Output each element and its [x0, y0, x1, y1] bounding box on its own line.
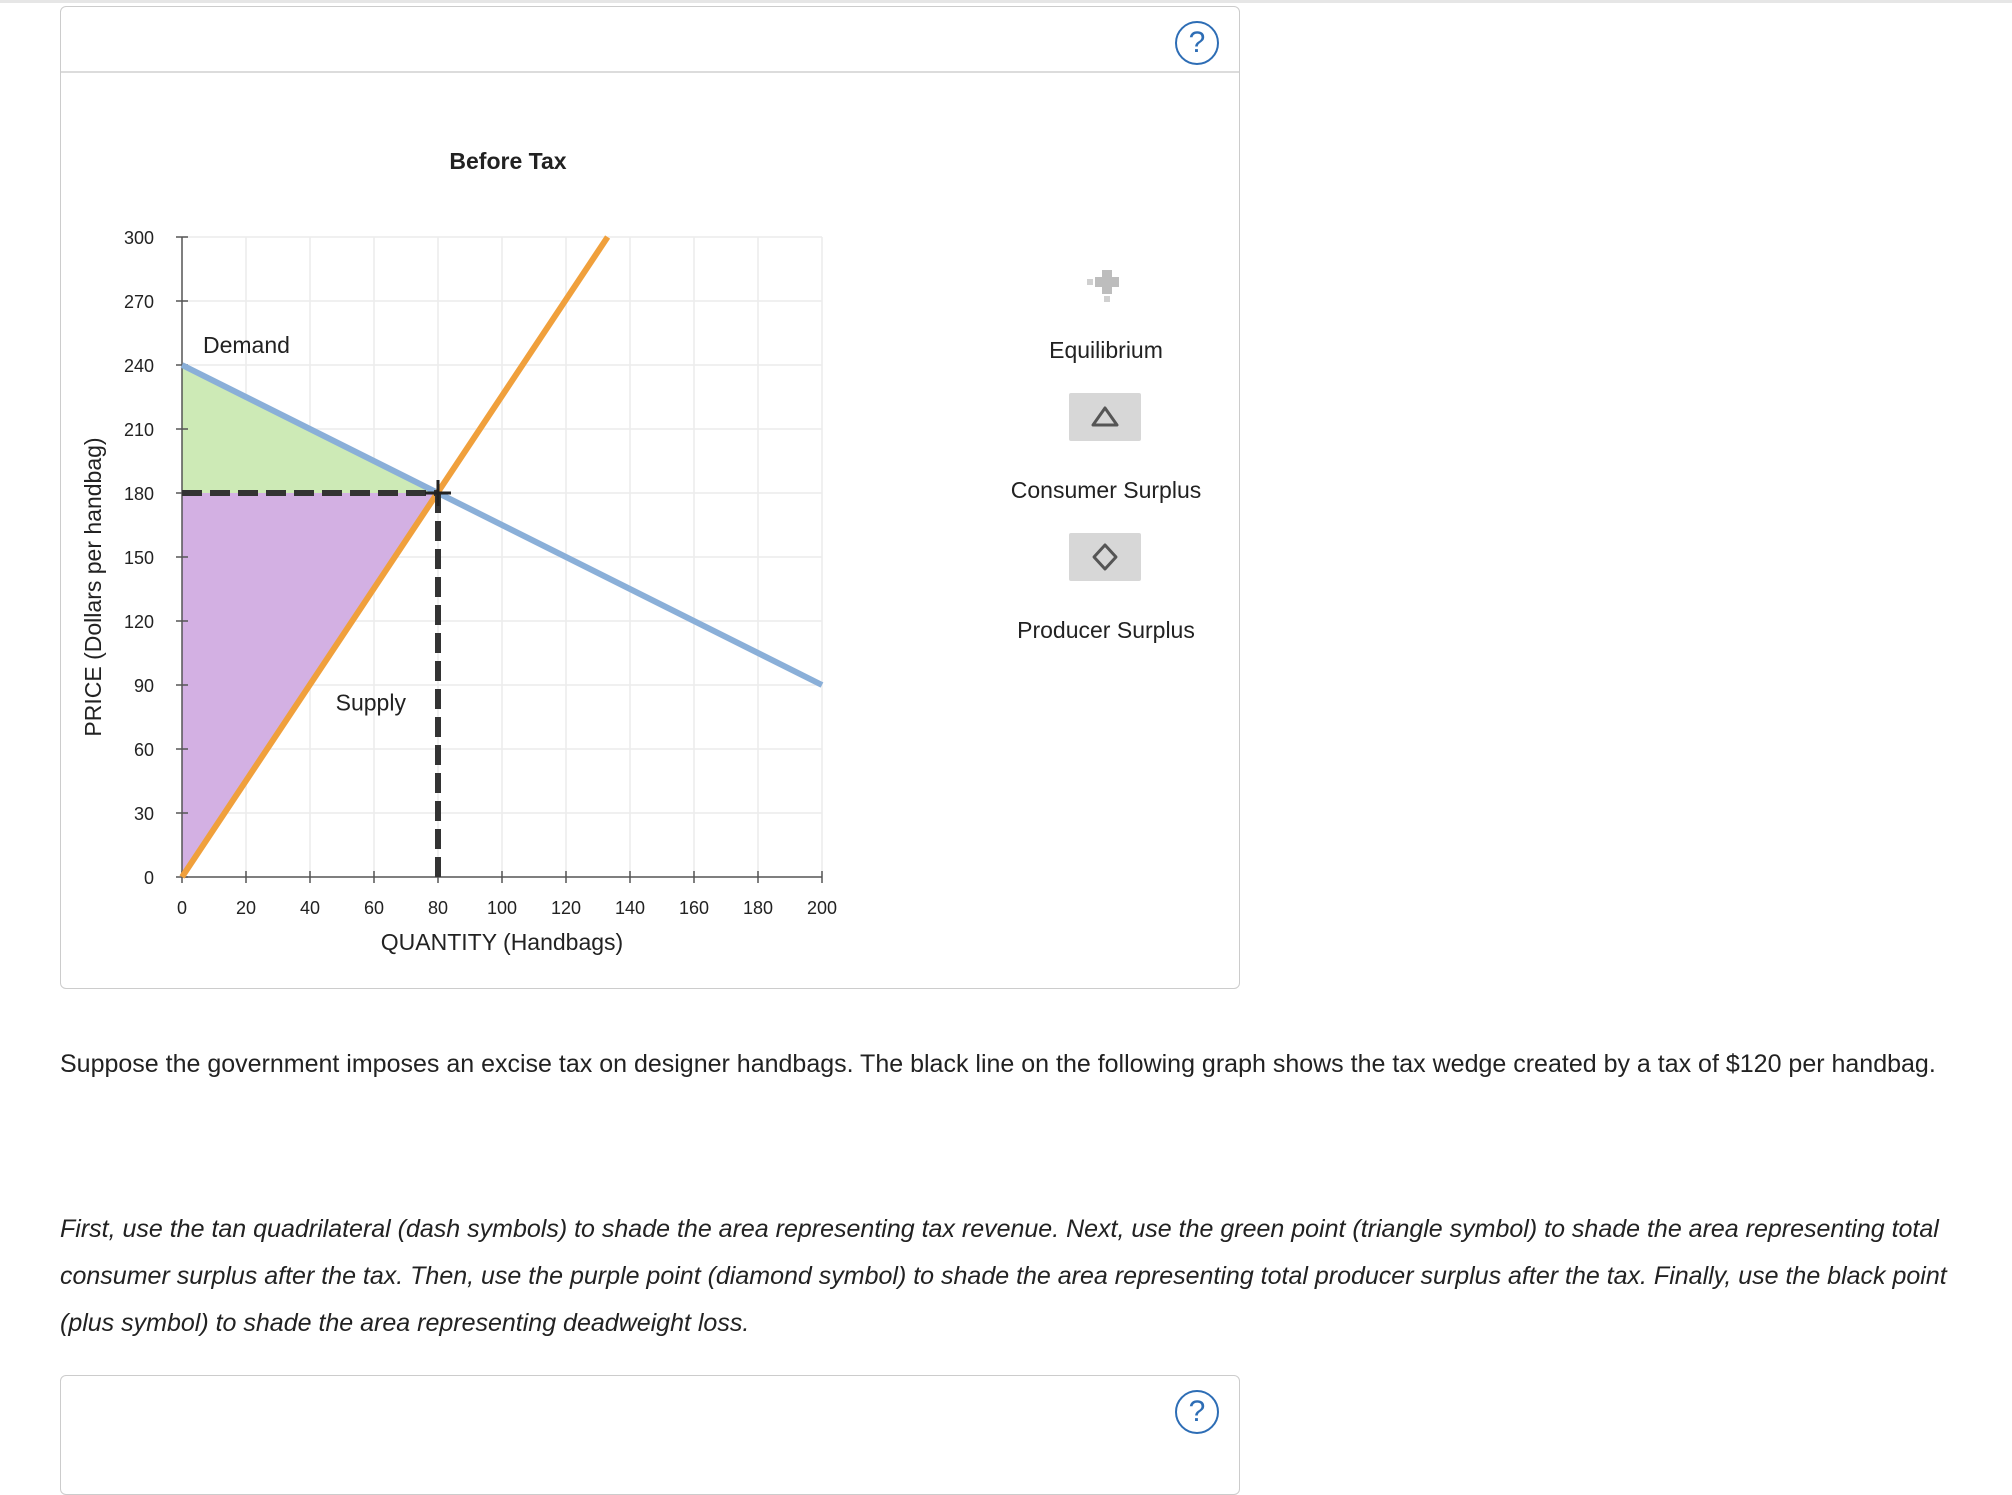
equilibrium-tool-plus-icon[interactable]	[1087, 262, 1127, 302]
x-axis-title: QUANTITY (Handbags)	[380, 929, 624, 955]
chart-title: Before Tax	[449, 148, 567, 174]
y-tick-label-2: 60	[133, 740, 154, 760]
x-tick-label-2: 40	[299, 898, 321, 918]
producer-surplus-tool-button[interactable]	[1069, 533, 1141, 581]
graph-panel	[60, 6, 1240, 989]
second-graph-panel	[60, 1375, 1240, 1495]
y-tick-label-8: 240	[123, 356, 154, 376]
instruction-paragraph-2: First, use the tan quadrilateral (dash symbols) to shade the area representing tax revenue. Next, use the green point (triangle symbol) to shade the area representing total consumer surplus after the tax. Then, use the purple point (diamond symbol) to shade the area representing total producer surplus after the tax. Finally, use the black point (plus symbol) to shade the area representing deadweight loss.	[60, 1215, 1947, 1337]
x-tick-label-7: 140	[614, 898, 646, 918]
y-tick-label-4: 120	[123, 612, 154, 632]
legend-label-equilibrium: Equilibrium	[1049, 337, 1163, 363]
x-tick-label-3: 60	[363, 898, 385, 918]
series-label-demand: Demand	[203, 332, 290, 358]
help-button-2[interactable]: ?	[1175, 1390, 1219, 1434]
x-tick-label-9: 180	[742, 898, 774, 918]
instruction-paragraph-1: Suppose the government imposes an excise tax on designer handbags. The black line on the following graph shows the tax wedge created by a tax of $120 per handbag.	[60, 1050, 1936, 1078]
y-axis-title: PRICE (Dollars per handbag)	[80, 437, 106, 737]
x-tick-label-1: 20	[235, 898, 257, 918]
y-tick-label-5: 150	[123, 548, 154, 568]
y-tick-label-0: 0	[143, 868, 154, 888]
legend-label-producer-surplus: Producer Surplus	[1017, 617, 1195, 643]
consumer-surplus-tool-button[interactable]	[1069, 393, 1141, 441]
series-label-supply: Supply	[335, 689, 406, 716]
y-tick-label-9: 270	[123, 292, 154, 312]
y-tick-label-7: 210	[123, 420, 154, 440]
x-tick-label-6: 120	[550, 898, 582, 918]
y-tick-label-6: 180	[123, 484, 154, 504]
x-tick-label-5: 100	[486, 898, 518, 918]
x-tick-label-10: 200	[806, 898, 838, 918]
x-tick-label-0: 0	[176, 898, 188, 918]
y-tick-label-3: 90	[133, 676, 154, 696]
x-tick-label-4: 80	[427, 898, 449, 918]
legend-item-equilibrium	[1001, 337, 1211, 364]
triangle-icon	[1069, 393, 1141, 441]
x-tick-label-8: 160	[678, 898, 710, 918]
y-tick-label-10: 300	[123, 228, 154, 248]
help-button[interactable]: ?	[1175, 21, 1219, 65]
legend-item-producer-surplus	[1001, 617, 1211, 644]
top-divider	[0, 0, 2012, 3]
diamond-icon	[1069, 533, 1141, 581]
y-tick-label-1: 30	[133, 804, 154, 824]
legend-item-consumer-surplus	[1001, 477, 1211, 504]
legend-label-consumer-surplus: Consumer Surplus	[1010, 477, 1202, 503]
